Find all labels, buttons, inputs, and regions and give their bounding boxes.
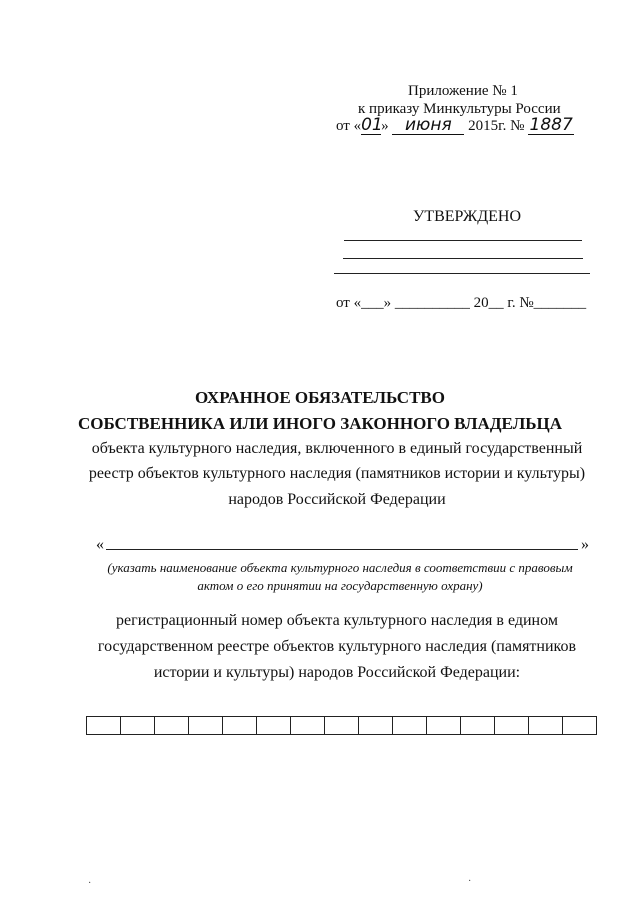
- year-and-number-label: 2015г. №: [468, 118, 525, 134]
- approval-date-line: от «___» __________ 20__ г. №_______: [336, 295, 587, 311]
- registration-number-cell[interactable]: [155, 717, 189, 735]
- registration-number-cell[interactable]: [461, 717, 495, 735]
- registration-number-cell[interactable]: [223, 717, 257, 735]
- object-name-hint: [80, 559, 600, 595]
- title-line-1: ОХРАННОЕ ОБЯЗАТЕЛЬСТВО: [195, 388, 445, 407]
- object-name-open-quote: «: [96, 536, 104, 553]
- registration-number-cell[interactable]: [121, 717, 155, 735]
- registration-line-1: регистрационный номер объекта культурного наследия в едином: [116, 612, 558, 629]
- approval-label: УТВЕРЖДЕНО: [413, 208, 522, 225]
- order-date-line: [336, 116, 574, 135]
- title-line-5: народов Российской Федерации: [228, 491, 446, 508]
- object-name-close-quote: »: [581, 536, 589, 553]
- date-separator: »: [381, 118, 389, 134]
- object-name-line: [106, 549, 578, 550]
- registration-number-cell[interactable]: [87, 717, 121, 735]
- registration-number-cell[interactable]: [563, 717, 597, 735]
- registration-number-cell[interactable]: [325, 717, 359, 735]
- object-name-hint-line-1: (указать наименование объекта культурного наследия в соответствии с правовым: [107, 560, 573, 575]
- order-number-handwritten: 1887: [529, 115, 573, 135]
- date-prefix: от «: [336, 118, 362, 134]
- title-line-4: реестр объектов культурного наследия (памятников истории и культуры): [88, 465, 586, 482]
- registration-line-3: истории и культуры) народов Российской Федерации:: [153, 664, 521, 681]
- scan-mark-left: ·: [88, 878, 92, 889]
- registration-number-cell[interactable]: [427, 717, 461, 735]
- registration-number-row: [87, 717, 597, 735]
- registration-number-cell[interactable]: [393, 717, 427, 735]
- registration-line-2: государственном реестре объектов культурного наследия (памятников: [97, 638, 577, 655]
- scan-mark-right: ·: [468, 876, 472, 887]
- registration-number-cell[interactable]: [189, 717, 223, 735]
- registration-number-cell[interactable]: [495, 717, 529, 735]
- appendix-label: Приложение № 1: [408, 83, 518, 99]
- approval-signature-line-2: [343, 258, 583, 259]
- registration-number-cell[interactable]: [359, 717, 393, 735]
- approval-signature-line-1: [344, 240, 582, 241]
- approval-signature-line-3: [334, 273, 590, 274]
- day-handwritten: 01: [361, 115, 383, 135]
- title-line-3: объекта культурного наследия, включенного в единый государственный: [91, 440, 583, 457]
- object-name-hint-line-2: актом о его принятии на государственную охрану): [197, 578, 483, 593]
- registration-number-cell[interactable]: [257, 717, 291, 735]
- month-handwritten: июня: [392, 116, 464, 135]
- registration-number-grid: [86, 716, 597, 735]
- title-line-2: СОБСТВЕННИКА ИЛИ ИНОГО ЗАКОННОГО ВЛАДЕЛЬЦА: [77, 414, 563, 433]
- registration-number-cell[interactable]: [291, 717, 325, 735]
- order-reference: к приказу Минкультуры России: [358, 101, 561, 117]
- registration-number-cell[interactable]: [529, 717, 563, 735]
